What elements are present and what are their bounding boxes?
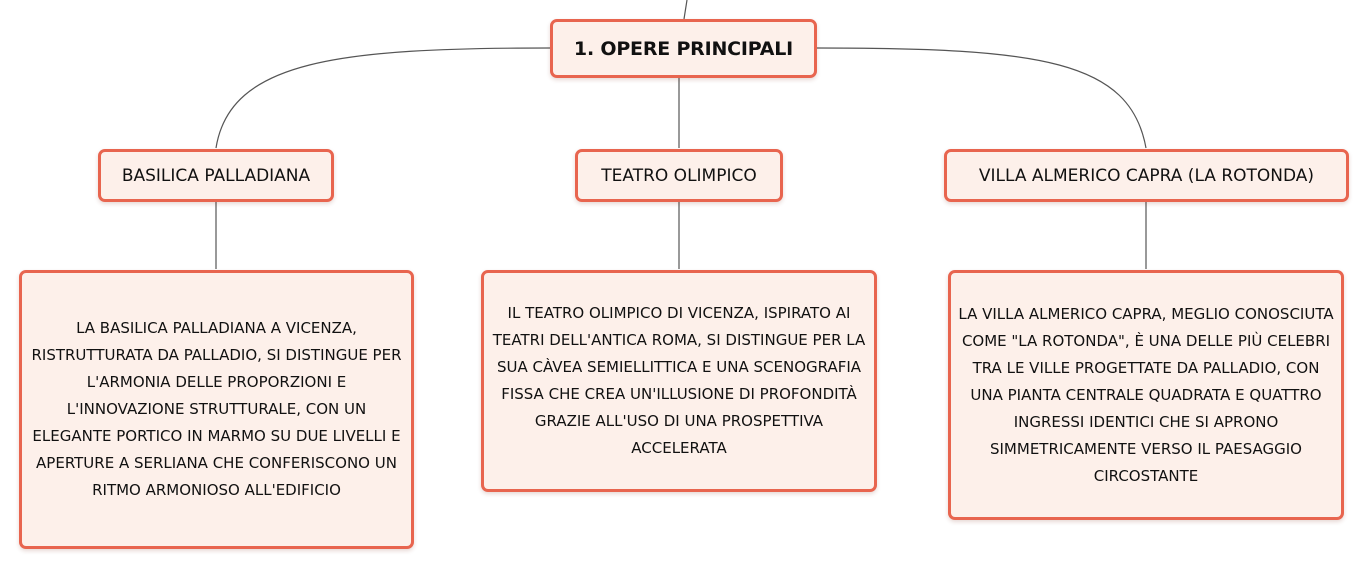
branch-node-label: TEATRO OLIMPICO [601,165,757,186]
description-text: LA VILLA ALMERICO CAPRA, MEGLIO CONOSCIUTA COME "LA ROTONDA", È UNA DELLE PIÙ CELEBRI TRA LE VILLE PROGETTATE DA PALLADIO, CON UNA PIANTA CENTRALE QUADRATA E QUATTRO INGRESSI IDENTICI CHE SI APRONO SIMMETRICAMENTE VERSO IL PAESAGGIO CIRCOSTANTE [958,304,1334,485]
description-node-teatro-olimpico[interactable] [481,270,877,492]
branch-node-label: BASILICA PALLADIANA [121,165,311,186]
branch-node-villa-almerico-capra[interactable] [944,149,1349,202]
root-node-opere-principali[interactable] [550,19,817,78]
connector-root-to-branch-3 [817,48,1146,148]
branch-node-teatro-olimpico[interactable] [575,149,783,202]
branch-node-label: VILLA ALMERICO CAPRA (LA ROTONDA) [978,165,1315,186]
description-text: LA BASILICA PALLADIANA A VICENZA, RISTRUTTURATA DA PALLADIO, SI DISTINGUE PER L'ARMONIA DELLE PROPORZIONI E L'INNOVAZIONE STRUTTURALE, CON UN ELEGANTE PORTICO IN MARMO SU DUE LIVELLI E APERTURE A SERLIANA CHE CONFERISCONO UN RITMO ARMONIOSO ALL'EDIFICIO [31,319,402,499]
connector-parent-to-root [684,0,687,19]
connector-root-to-branch-1 [216,48,550,148]
description-node-basilica-palladiana[interactable] [19,270,414,549]
branch-node-basilica-palladiana[interactable] [98,149,334,202]
root-node-label: 1. OPERE PRINCIPALI [573,37,794,60]
description-node-villa-almerico-capra[interactable] [948,270,1344,520]
description-text: IL TEATRO OLIMPICO DI VICENZA, ISPIRATO AI TEATRI DELL'ANTICA ROMA, SI DISTINGUE PER LA SUA CÀVEA SEMIELLITTICA E UNA SCENOGRAFIA FISSA CHE CREA UN'ILLUSIONE DI PROFONDITÀ GRAZIE ALL'USO DI UNA PROSPETTIVA ACCELERATA [492,304,866,457]
